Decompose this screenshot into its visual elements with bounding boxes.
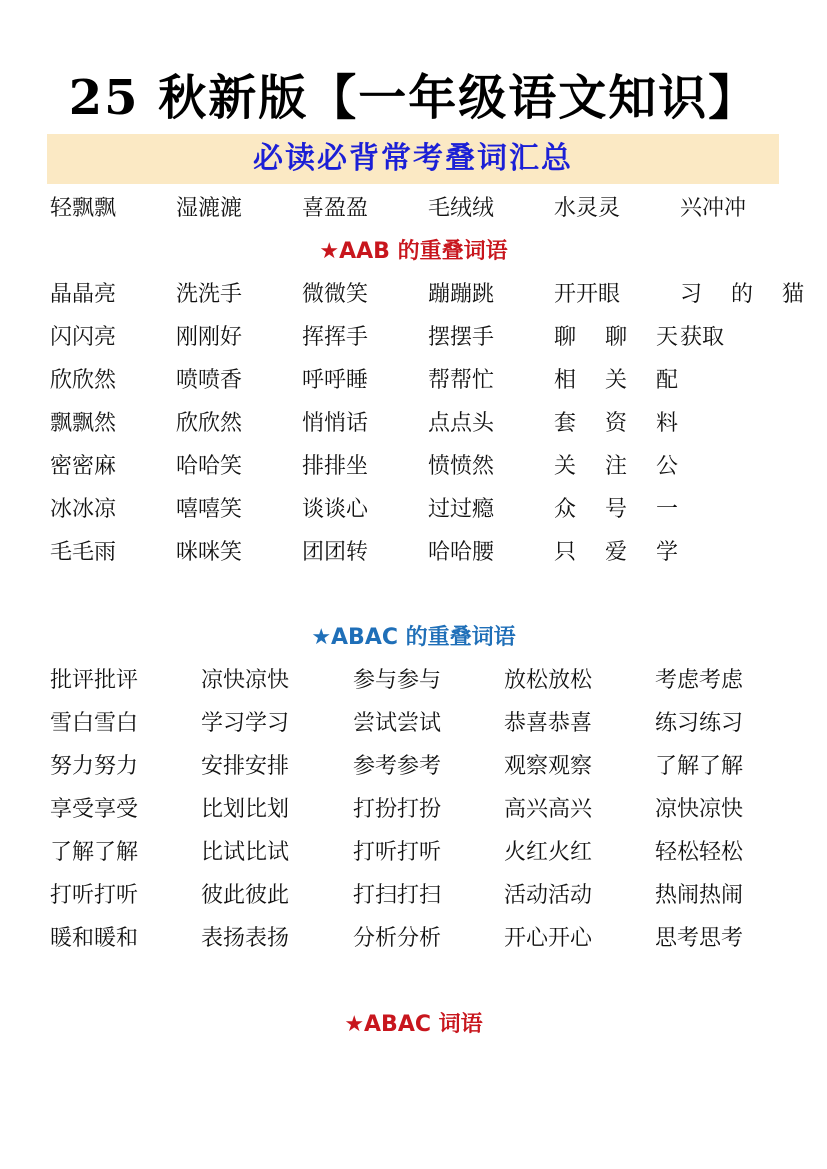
section-heading-aab: ★AAB 的重叠词语: [319, 239, 508, 264]
word: 冰冰凉: [50, 497, 117, 522]
word: 了解了解: [50, 840, 139, 865]
word: 飘飘然: [50, 411, 117, 436]
word: 帮帮忙: [428, 368, 495, 393]
word: 愤愤然: [428, 454, 495, 479]
word: 高兴高兴: [504, 797, 593, 822]
word: 咪咪笑: [176, 540, 243, 565]
word: 安排安排: [201, 754, 290, 779]
word: 挥挥手: [302, 325, 369, 350]
word: 放松放松: [504, 668, 593, 693]
word: 参与参与: [353, 668, 442, 693]
word: 哈哈腰: [428, 540, 495, 565]
word: 过过瘾: [428, 497, 495, 522]
word: 学习学习: [201, 711, 290, 736]
word: 点点头: [428, 411, 495, 436]
word: 凉快凉快: [201, 668, 290, 693]
word: 思考思考: [655, 926, 744, 951]
word: 获取: [680, 325, 725, 350]
word: 众 号 一: [554, 497, 689, 522]
word: 打扮打扮: [353, 797, 442, 822]
word: 努力努力: [50, 754, 139, 779]
word: 聊 聊 天: [554, 325, 689, 350]
word: 观察观察: [504, 754, 593, 779]
word: 团团转: [302, 540, 369, 565]
word: 谈谈心: [302, 497, 369, 522]
word: 轻飘飘: [50, 196, 117, 221]
word: 习 的 猫: [680, 282, 815, 307]
word: 蹦蹦跳: [428, 282, 495, 307]
word: 密密麻: [50, 454, 117, 479]
word: 毛毛雨: [50, 540, 117, 565]
word: 只 爱 学: [554, 540, 689, 565]
word: 尝试尝试: [353, 711, 442, 736]
word: 哈哈笑: [176, 454, 243, 479]
section-heading-abac: ★ABAC 词语: [344, 1012, 483, 1037]
word: 排排坐: [302, 454, 369, 479]
word: 彼此彼此: [201, 883, 290, 908]
word: 了解了解: [655, 754, 744, 779]
word: 毛绒绒: [428, 196, 495, 221]
word: 喷喷香: [176, 368, 243, 393]
word: 喜盈盈: [302, 196, 369, 221]
word: 恭喜恭喜: [504, 711, 593, 736]
word: 水灵灵: [554, 196, 621, 221]
word: 比划比划: [201, 797, 290, 822]
word: 悄悄话: [302, 411, 369, 436]
word: 练习练习: [655, 711, 744, 736]
word: 比试比试: [201, 840, 290, 865]
word: 雪白雪白: [50, 711, 139, 736]
word: 凉快凉快: [655, 797, 744, 822]
word: 刚刚好: [176, 325, 243, 350]
word: 开开眼: [554, 282, 621, 307]
word: 欣欣然: [176, 411, 243, 436]
word: 兴冲冲: [680, 196, 747, 221]
word: 考虑考虑: [655, 668, 744, 693]
word: 打扫打扫: [353, 883, 442, 908]
word: 嘻嘻笑: [176, 497, 243, 522]
subtitle-banner: 必读必背常考叠词汇总: [47, 134, 779, 184]
word: 湿漉漉: [176, 196, 243, 221]
section-heading-abab: ★ABAC 的重叠词语: [311, 625, 516, 650]
word: 摆摆手: [428, 325, 495, 350]
word: 活动活动: [504, 883, 593, 908]
word: 打听打听: [353, 840, 442, 865]
word: 洗洗手: [176, 282, 243, 307]
word: 火红火红: [504, 840, 593, 865]
word: 分析分析: [353, 926, 442, 951]
word: 热闹热闹: [655, 883, 744, 908]
word: 暖和暖和: [50, 926, 139, 951]
word: 批评批评: [50, 668, 139, 693]
word: 闪闪亮: [50, 325, 117, 350]
word: 呼呼睡: [302, 368, 369, 393]
word: 轻松轻松: [655, 840, 744, 865]
word: 打听打听: [50, 883, 139, 908]
word: 晶晶亮: [50, 282, 117, 307]
word: 套 资 料: [554, 411, 689, 436]
word: 开心开心: [504, 926, 593, 951]
word: 表扬表扬: [201, 926, 290, 951]
page-title: 25 秋新版【一年级语文知识】: [68, 70, 759, 126]
word: 相 关 配: [554, 368, 689, 393]
word: 关 注 公: [554, 454, 689, 479]
word: 参考参考: [353, 754, 442, 779]
word: 微微笑: [302, 282, 369, 307]
word: 享受享受: [50, 797, 139, 822]
word: 欣欣然: [50, 368, 117, 393]
